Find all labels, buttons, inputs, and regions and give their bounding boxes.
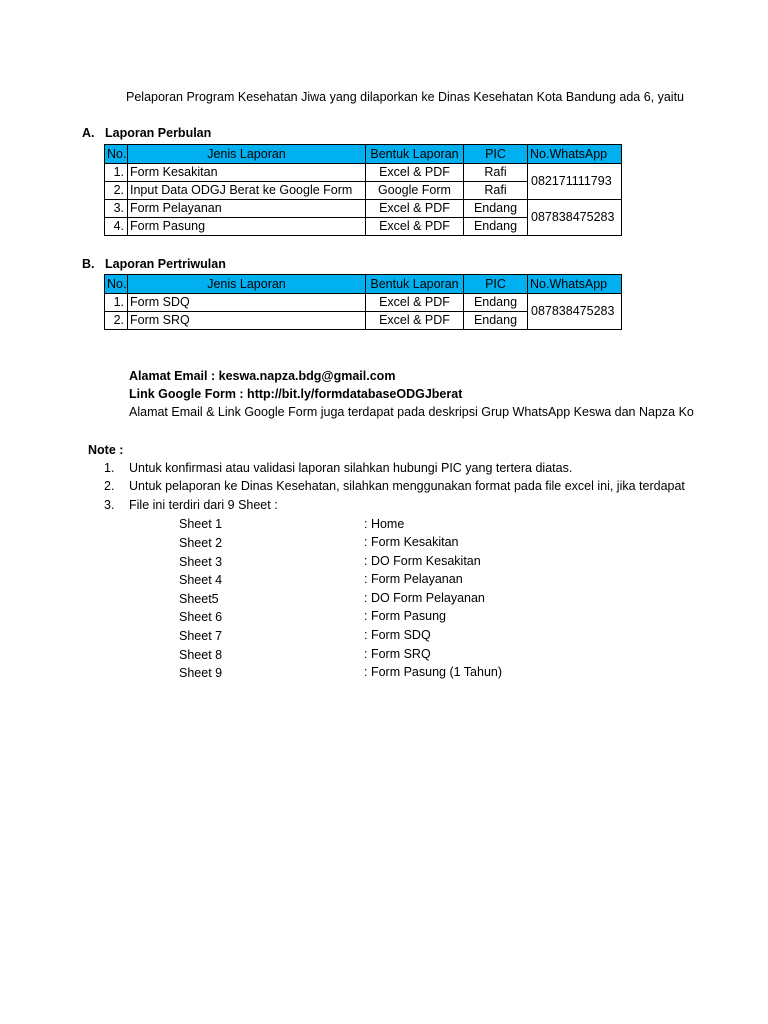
sheet-name: Sheet 1 [179,517,223,531]
cell-no: 1. [105,294,128,312]
sheet-desc: : Home [364,517,405,531]
sheet-name: Sheet 4 [179,573,223,587]
intro-text: Pelaporan Program Kesehatan Jiwa yang dilaporkan ke Dinas Kesehatan Kota Bandung ada 6, yaitu [126,90,685,104]
contact-email: Alamat Email : keswa.napza.bdg@gmail.com [129,369,396,383]
cell-pic: Endang [464,218,528,236]
cell-no: 4. [105,218,128,236]
cell-bentuk: Excel & PDF [366,164,464,182]
cell-pic: Rafi [464,164,528,182]
header-bentuk: Bentuk Laporan [366,275,464,294]
sheet-desc: : Form Pelayanan [364,572,463,586]
note-text: Untuk pelaporan ke Dinas Kesehatan, silahkan menggunakan format pada file excel ini, jika terdapat [129,479,685,493]
sheet-name: Sheet 9 [179,666,223,680]
sheet-name: Sheet 6 [179,610,223,624]
table-row [105,294,622,312]
sheet-name: Sheet 2 [179,536,223,550]
section-a-title: Laporan Perbulan [105,126,212,140]
note-text: Untuk konfirmasi atau validasi laporan silahkan hubungi PIC yang tertera diatas. [129,461,573,475]
section-b-title: Laporan Pertriwulan [105,257,226,271]
cell-wa: 087838475283 [528,294,622,330]
cell-wa: 082171111793 [528,164,622,200]
sheet-desc: : Form Kesakitan [364,535,459,549]
cell-bentuk: Excel & PDF [366,294,464,312]
table-row [105,164,622,182]
table-header-row [105,145,622,164]
header-bentuk: Bentuk Laporan [366,145,464,164]
contact-note: Alamat Email & Link Google Form juga terdapat pada deskripsi Grup WhatsApp Keswa dan Napza Ko [129,405,694,419]
cell-no: 3. [105,200,128,218]
table-row [105,200,622,218]
sheet-name: Sheet 7 [179,629,223,643]
cell-pic: Endang [464,312,528,330]
table-laporan-pertriwulan [104,274,622,330]
cell-no: 2. [105,182,128,200]
sheet-desc: : DO Form Kesakitan [364,554,481,568]
cell-wa: 087838475283 [528,200,622,236]
cell-no: 2. [105,312,128,330]
sheet-desc: : Form Pasung [364,609,446,623]
cell-jenis: Form Pasung [128,218,366,236]
sheet-desc: : Form SDQ [364,628,431,642]
table-header-row [105,275,622,294]
sheet-desc: : Form SRQ [364,647,431,661]
sheet-desc: : Form Pasung (1 Tahun) [364,665,503,679]
cell-jenis: Input Data ODGJ Berat ke Google Form [128,182,366,200]
sheet-desc: : DO Form Pelayanan [364,591,485,605]
section-a-letter: A. [82,126,95,140]
cell-bentuk: Excel & PDF [366,312,464,330]
header-no: No. [105,145,128,164]
note-title: Note : [88,443,124,457]
section-b-letter: B. [82,257,95,271]
header-pic: PIC [464,275,528,294]
contact-google-form: Link Google Form : http://bit.ly/formdatabaseODGJberat [129,387,463,401]
cell-jenis: Form SRQ [128,312,366,330]
note-num: 1. [104,461,115,475]
cell-pic: Endang [464,200,528,218]
cell-no: 1. [105,164,128,182]
cell-bentuk: Google Form [366,182,464,200]
cell-bentuk: Excel & PDF [366,200,464,218]
cell-jenis: Form SDQ [128,294,366,312]
header-pic: PIC [464,145,528,164]
header-jenis: Jenis Laporan [128,145,366,164]
sheet-name: Sheet 3 [179,555,223,569]
header-wa: No.WhatsApp [528,145,622,164]
cell-pic: Endang [464,294,528,312]
note-num: 2. [104,479,115,493]
header-jenis: Jenis Laporan [128,275,366,294]
note-num: 3. [104,498,115,512]
cell-jenis: Form Pelayanan [128,200,366,218]
header-no: No. [105,275,128,294]
header-wa: No.WhatsApp [528,275,622,294]
cell-pic: Rafi [464,182,528,200]
cell-bentuk: Excel & PDF [366,218,464,236]
note-text: File ini terdiri dari 9 Sheet : [129,498,278,512]
table-laporan-perbulan [104,144,622,236]
sheet-name: Sheet 8 [179,648,223,662]
sheet-name: Sheet5 [179,592,219,606]
cell-jenis: Form Kesakitan [128,164,366,182]
